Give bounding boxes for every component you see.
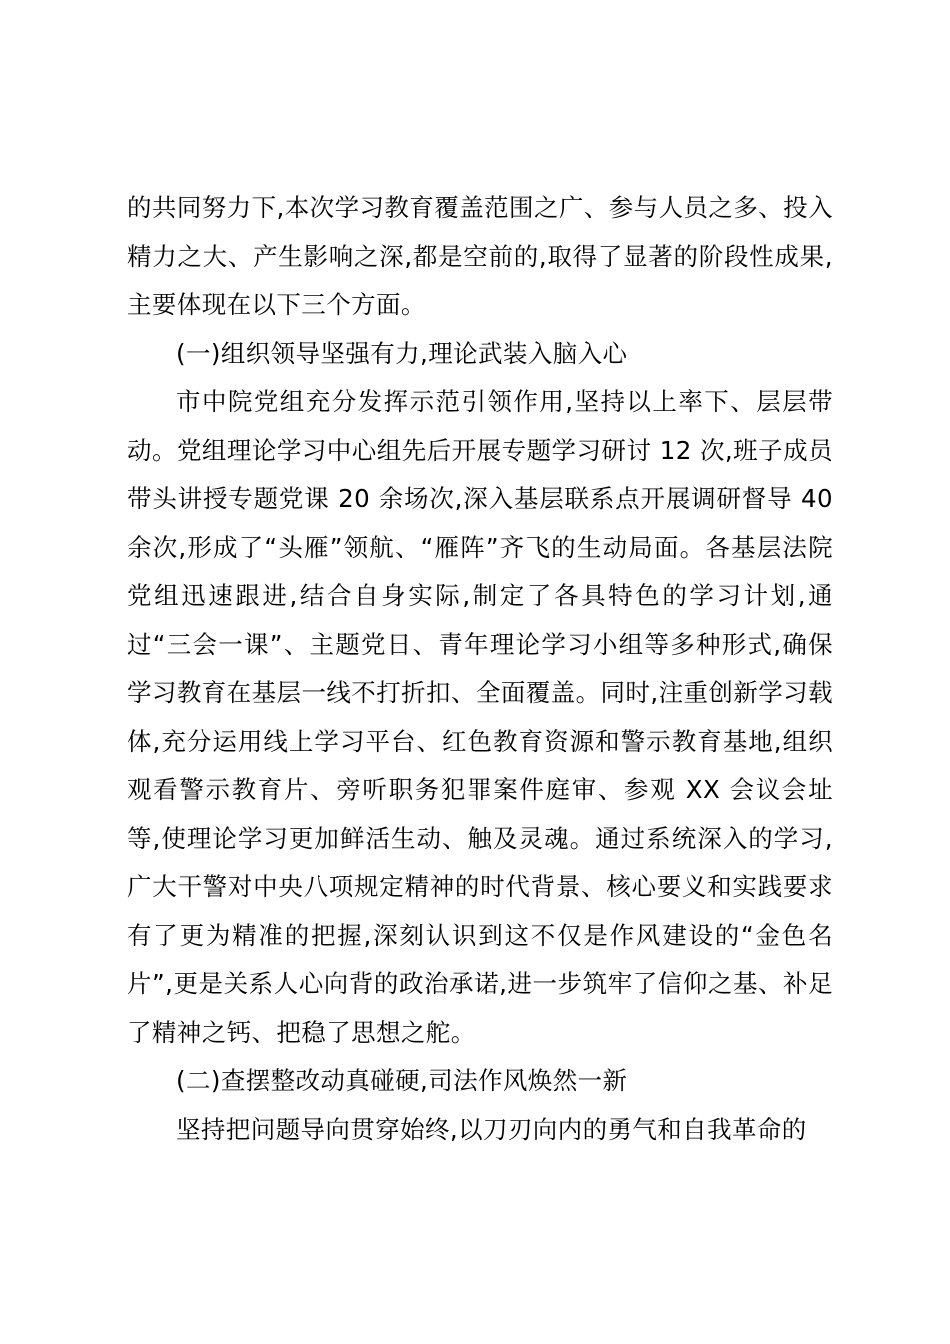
document-page xyxy=(127,184,833,1154)
paragraph-body-2: 坚持把问题导向贯穿始终,以刀刃向内的勇气和自我革命的 xyxy=(176,1114,807,1144)
paragraph-continuation: 的共同努力下,本次学习教育覆盖范围之广、参与人员之多、投入精力之大、产生影响之深,都是空前的,取得了显著的阶段性成果,主要体现在以下三个方面。 xyxy=(127,193,833,319)
paragraph-body-1: 市中院党组充分发挥示范引领作用,坚持以上率下、层层带动。党组理论学习中心组先后开展专题学习研讨 12 次,班子成员带头讲授专题党课 20 余场次,深入基层联系点开展调研督导 40 余次,形成了“头雁”领航、“雁阵”齐飞的生动局面。各基层法院党组迅速跟进,结合自身实际,制定了各具特色的学习计划,通过“三会一课”、主题党日、青年理论学习小组等多种形式,确保学习教育在基层一线不打折扣、全面覆盖。同时,注重创新学习载体,充分运用线上学习平台、红色教育资源和警示教育基地,组织观看警示教育片、旁听职务犯罪案件庭审、参观 XX 会议会址等,使理论学习更加鲜活生动、触及灵魂。通过系统深入的学习,广大干警对中央八项规定精神的时代背景、核心要义和实践要求有了更为精准的把握,深刻认识到这不仅是作风建设的“金色名片”,更是关系人心向背的政治承诺,进一步筑牢了信仰之基、补足了精神之钙、把稳了思想之舵。 xyxy=(127,387,833,1047)
section-heading-1: (一)组织领导坚强有力,理论武装入脑入心 xyxy=(176,338,628,368)
section-heading-2: (二)查摆整改动真碰硬,司法作风焕然一新 xyxy=(176,1066,628,1095)
